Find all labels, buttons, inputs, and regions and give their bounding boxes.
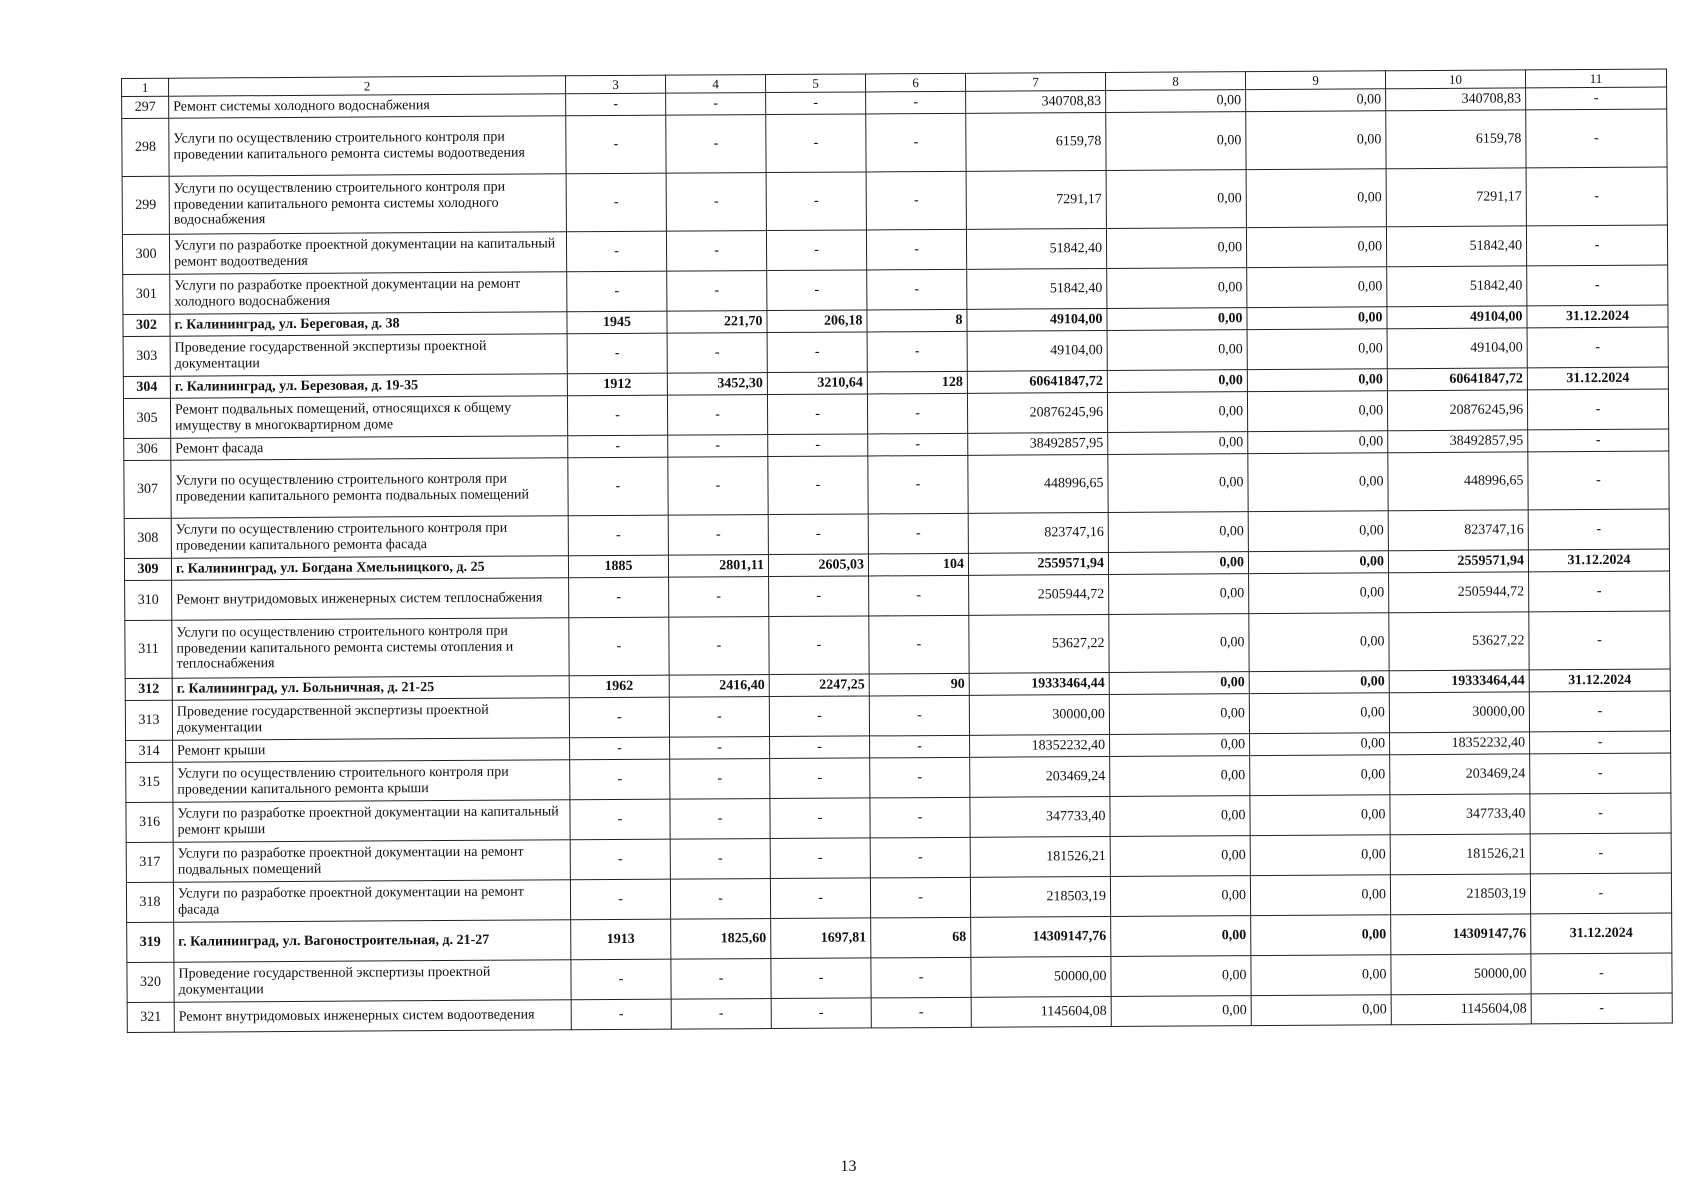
owner-funds-cell: 1145604,08	[1391, 994, 1531, 1025]
living-area-cell: -	[770, 878, 870, 919]
regional-funds-cell: 0,00	[1246, 111, 1386, 170]
item-name-cell: г. Калининград, ул. Береговая, д. 38	[170, 312, 567, 336]
deadline-cell: 31.12.2024	[1531, 913, 1672, 954]
total-cost-cell: 60641847,72	[967, 370, 1107, 393]
owner-funds-cell: 181526,21	[1390, 834, 1530, 875]
year-cell: -	[566, 173, 666, 232]
item-name-cell: Услуги по осуществлению строительного контроля при проведении капитального ремонта крыши	[173, 760, 570, 802]
year-cell: -	[570, 839, 670, 880]
residents-cell: -	[869, 695, 969, 736]
total-cost-cell: 38492857,95	[968, 432, 1108, 455]
living-area-cell: -	[768, 456, 868, 515]
total-cost-cell: 49104,00	[967, 308, 1107, 331]
year-cell: -	[570, 737, 670, 760]
regional-funds-cell: 0,00	[1251, 995, 1391, 1026]
federal-funds-cell: 0,00	[1107, 308, 1247, 331]
total-area-cell: 2801,11	[668, 555, 768, 578]
total-cost-cell: 340708,83	[966, 90, 1106, 113]
header-col-4: 4	[665, 75, 765, 94]
total-cost-cell: 20876245,96	[967, 392, 1107, 433]
deadline-cell: -	[1529, 691, 1670, 732]
item-name-cell: Ремонт фасада	[171, 436, 568, 460]
living-area-cell: -	[770, 838, 870, 879]
row-number-cell: 305	[123, 398, 170, 438]
row-number-cell: 318	[126, 882, 173, 922]
living-area-cell: 206,18	[767, 310, 867, 333]
federal-funds-cell: 0,00	[1107, 268, 1247, 309]
regional-funds-cell: 0,00	[1247, 267, 1387, 308]
total-area-cell: -	[670, 839, 770, 880]
total-cost-cell: 51842,40	[966, 228, 1106, 269]
total-area-cell: -	[670, 879, 770, 920]
federal-funds-cell: 0,00	[1111, 996, 1251, 1027]
total-cost-cell: 448996,65	[968, 454, 1108, 513]
total-cost-cell: 2505944,72	[969, 574, 1109, 615]
deadline-cell: 31.12.2024	[1529, 669, 1670, 692]
item-name-cell: Ремонт внутридомовых инженерных систем водоотведения	[174, 1000, 571, 1032]
year-cell: -	[570, 799, 670, 840]
item-name-cell: Проведение государственной экспертизы проектной документации	[170, 334, 567, 376]
year-cell: -	[571, 999, 671, 1030]
deadline-cell: -	[1529, 611, 1670, 670]
row-number-cell: 311	[125, 620, 172, 678]
living-area-cell: -	[767, 270, 867, 311]
row-number-cell: 307	[124, 460, 171, 518]
row-number-cell: 319	[127, 922, 174, 962]
table-row	[122, 109, 1667, 176]
regional-funds-cell: 0,00	[1249, 573, 1389, 614]
repair-program-table	[121, 69, 1673, 1033]
regional-funds-cell: 0,00	[1247, 329, 1387, 370]
total-area-cell: -	[669, 577, 769, 618]
regional-funds-cell: 0,00	[1246, 169, 1386, 228]
deadline-cell: -	[1528, 509, 1669, 550]
deadline-cell: -	[1530, 793, 1671, 834]
living-area-cell: -	[769, 696, 869, 737]
year-cell: -	[567, 271, 667, 312]
residents-cell: -	[867, 393, 967, 434]
regional-funds-cell: 0,00	[1249, 671, 1389, 694]
federal-funds-cell: 0,00	[1111, 956, 1251, 997]
year-cell: -	[569, 617, 669, 676]
owner-funds-cell: 49104,00	[1387, 306, 1527, 329]
header-col-6: 6	[865, 73, 965, 92]
owner-funds-cell: 14309147,76	[1391, 914, 1531, 955]
row-number-cell: 321	[127, 1002, 174, 1032]
row-number-cell: 309	[124, 558, 171, 580]
owner-funds-cell: 347733,40	[1390, 794, 1530, 835]
deadline-cell: -	[1531, 993, 1672, 1024]
year-cell: -	[571, 959, 671, 1000]
living-area-cell: -	[768, 434, 868, 457]
owner-funds-cell: 38492857,95	[1388, 430, 1528, 453]
table-row	[124, 451, 1669, 518]
year-cell: 1912	[567, 373, 667, 396]
total-area-cell: -	[670, 759, 770, 800]
deadline-cell: -	[1530, 873, 1671, 914]
total-area-cell: -	[670, 737, 770, 760]
living-area-cell: -	[769, 616, 869, 675]
residents-cell: 104	[868, 553, 968, 576]
residents-cell: -	[868, 455, 968, 514]
table-body	[122, 69, 1673, 1032]
residents-cell: -	[871, 997, 971, 1028]
total-area-cell: -	[669, 617, 769, 676]
living-area-cell: 3210,64	[767, 372, 867, 395]
row-number-cell: 301	[123, 274, 170, 314]
federal-funds-cell: 0,00	[1107, 330, 1247, 371]
deadline-cell: 31.12.2024	[1527, 367, 1668, 390]
item-name-cell: Услуги по разработке проектной документации на ремонт холодного водоснабжения	[170, 272, 567, 314]
residents-cell: -	[866, 113, 966, 172]
total-cost-cell: 53627,22	[969, 614, 1109, 673]
row-number-cell: 300	[122, 234, 169, 274]
year-cell: 1962	[569, 675, 669, 698]
row-number-cell: 310	[125, 580, 172, 620]
deadline-cell: -	[1528, 429, 1669, 452]
regional-funds-cell: 0,00	[1250, 733, 1390, 756]
federal-funds-cell: 0,00	[1107, 392, 1247, 433]
federal-funds-cell: 0,00	[1108, 512, 1248, 553]
regional-funds-cell: 0,00	[1248, 453, 1388, 512]
residents-cell: -	[870, 735, 970, 758]
row-number-cell: 313	[125, 700, 172, 740]
item-name-cell: г. Калининград, ул. Богдана Хмельницкого, д. 25	[171, 556, 568, 580]
regional-funds-cell: 0,00	[1250, 835, 1390, 876]
total-cost-cell: 49104,00	[967, 330, 1107, 371]
year-cell: -	[568, 435, 668, 458]
item-name-cell: Услуги по разработке проектной документации на капитальный ремонт крыши	[173, 800, 570, 842]
regional-funds-cell: 0,00	[1247, 369, 1387, 392]
federal-funds-cell: 0,00	[1106, 90, 1246, 113]
federal-funds-cell: 0,00	[1108, 432, 1248, 455]
owner-funds-cell: 2505944,72	[1389, 572, 1529, 613]
total-cost-cell: 50000,00	[971, 956, 1111, 997]
year-cell: -	[569, 697, 669, 738]
item-name-cell: Услуги по разработке проектной документации на ремонт фасада	[173, 880, 570, 922]
living-area-cell: -	[766, 230, 866, 271]
federal-funds-cell: 0,00	[1109, 672, 1249, 695]
deadline-cell: -	[1526, 109, 1667, 168]
owner-funds-cell: 340708,83	[1386, 88, 1526, 111]
owner-funds-cell: 218503,19	[1390, 874, 1530, 915]
table-row	[125, 611, 1670, 678]
total-cost-cell: 218503,19	[970, 876, 1110, 917]
deadline-cell: -	[1526, 225, 1667, 266]
regional-funds-cell: 0,00	[1247, 307, 1387, 330]
deadline-cell: 31.12.2024	[1528, 549, 1669, 572]
total-area-cell: -	[670, 799, 770, 840]
header-col-10: 10	[1385, 70, 1525, 89]
item-name-cell: Услуги по осуществлению строительного контроля при проведении капитального ремонта подвальных помещений	[171, 458, 568, 518]
deadline-cell: 31.12.2024	[1527, 305, 1668, 328]
item-name-cell: Ремонт внутридомовых инженерных систем теплоснабжения	[172, 578, 569, 620]
year-cell: -	[567, 333, 667, 374]
residents-cell: -	[870, 757, 970, 798]
owner-funds-cell: 2559571,94	[1388, 550, 1528, 573]
residents-cell: -	[870, 877, 970, 918]
deadline-cell: -	[1529, 571, 1670, 612]
year-cell: -	[570, 759, 670, 800]
total-area-cell: -	[666, 93, 766, 116]
item-name-cell: г. Калининград, ул. Больничная, д. 21-25	[172, 676, 569, 700]
regional-funds-cell: 0,00	[1250, 875, 1390, 916]
item-name-cell: Услуги по осуществлению строительного контроля при проведении капитального ремонта системы отопления и теплоснабжения	[172, 618, 569, 678]
residents-cell: -	[870, 837, 970, 878]
total-area-cell: -	[667, 395, 767, 436]
regional-funds-cell: 0,00	[1246, 89, 1386, 112]
year-cell: -	[568, 515, 668, 556]
total-area-cell: 2416,40	[669, 675, 769, 698]
total-area-cell: -	[671, 999, 771, 1030]
row-number-cell: 314	[126, 740, 173, 762]
total-cost-cell: 6159,78	[966, 112, 1106, 171]
row-number-cell: 320	[127, 962, 174, 1002]
row-number-cell: 302	[123, 314, 170, 336]
total-area-cell: -	[667, 333, 767, 374]
item-name-cell: Услуги по осуществлению строительного контроля при проведении капитального ремонта системы водоотведения	[169, 116, 566, 176]
deadline-cell: -	[1527, 389, 1668, 430]
regional-funds-cell: 0,00	[1248, 511, 1388, 552]
regional-funds-cell: 0,00	[1250, 755, 1390, 796]
residents-cell: -	[869, 575, 969, 616]
federal-funds-cell: 0,00	[1107, 370, 1247, 393]
living-area-cell: 2605,03	[768, 554, 868, 577]
federal-funds-cell: 0,00	[1110, 876, 1250, 917]
total-area-cell: -	[666, 173, 766, 232]
total-area-cell: -	[666, 231, 766, 272]
total-cost-cell: 203469,24	[970, 756, 1110, 797]
federal-funds-cell: 0,00	[1110, 796, 1250, 837]
total-cost-cell: 347733,40	[970, 796, 1110, 837]
header-col-8: 8	[1105, 72, 1245, 91]
living-area-cell: -	[767, 332, 867, 373]
header-col-2: 2	[169, 76, 566, 96]
total-area-cell: -	[668, 515, 768, 556]
row-number-cell: 312	[125, 678, 172, 700]
deadline-cell: -	[1527, 265, 1668, 306]
year-cell: -	[570, 879, 670, 920]
total-cost-cell: 51842,40	[967, 268, 1107, 309]
owner-funds-cell: 51842,40	[1386, 226, 1526, 267]
federal-funds-cell: 0,00	[1111, 916, 1251, 957]
owner-funds-cell: 51842,40	[1387, 266, 1527, 307]
page-number: 13	[840, 1158, 857, 1175]
total-cost-cell: 19333464,44	[969, 672, 1109, 695]
federal-funds-cell: 0,00	[1106, 170, 1246, 229]
item-name-cell: г. Калининград, ул. Вагоностроительная, д. 21-27	[174, 920, 571, 962]
total-cost-cell: 823747,16	[968, 512, 1108, 553]
living-area-cell: -	[771, 998, 871, 1029]
living-area-cell: -	[768, 514, 868, 555]
regional-funds-cell: 0,00	[1249, 613, 1389, 672]
total-area-cell: -	[668, 457, 768, 516]
item-name-cell: Проведение государственной экспертизы проектной документации	[174, 960, 571, 1002]
header-col-7: 7	[965, 72, 1105, 91]
item-name-cell: Проведение государственной экспертизы проектной документации	[172, 698, 569, 740]
federal-funds-cell: 0,00	[1109, 614, 1249, 673]
federal-funds-cell: 0,00	[1109, 574, 1249, 615]
regional-funds-cell: 0,00	[1248, 431, 1388, 454]
living-area-cell: -	[771, 958, 871, 999]
total-cost-cell: 14309147,76	[971, 916, 1111, 957]
total-area-cell: 221,70	[667, 311, 767, 334]
owner-funds-cell: 49104,00	[1387, 328, 1527, 369]
total-area-cell: -	[669, 697, 769, 738]
owner-funds-cell: 448996,65	[1388, 452, 1528, 511]
year-cell: -	[566, 115, 666, 174]
residents-cell: -	[871, 957, 971, 998]
owner-funds-cell: 6159,78	[1386, 110, 1526, 169]
regional-funds-cell: 0,00	[1246, 227, 1386, 268]
owner-funds-cell: 18352232,40	[1390, 732, 1530, 755]
item-name-cell: Услуги по осуществлению строительного контроля при проведении капитального ремонта фасада	[171, 516, 568, 558]
owner-funds-cell: 50000,00	[1391, 954, 1531, 995]
owner-funds-cell: 53627,22	[1389, 612, 1529, 671]
regional-funds-cell: 0,00	[1247, 391, 1387, 432]
item-name-cell: г. Калининград, ул. Березовая, д. 19-35	[170, 374, 567, 398]
residents-cell: -	[866, 229, 966, 270]
federal-funds-cell: 0,00	[1106, 228, 1246, 269]
federal-funds-cell: 0,00	[1110, 734, 1250, 757]
regional-funds-cell: 0,00	[1250, 795, 1390, 836]
residents-cell: 8	[867, 309, 967, 332]
residents-cell: -	[866, 171, 966, 230]
row-number-cell: 308	[124, 518, 171, 558]
year-cell: -	[568, 457, 668, 516]
header-col-3: 3	[565, 75, 665, 94]
deadline-cell: -	[1530, 833, 1671, 874]
federal-funds-cell: 0,00	[1106, 112, 1246, 171]
residents-cell: -	[867, 269, 967, 310]
federal-funds-cell: 0,00	[1109, 694, 1249, 735]
regional-funds-cell: 0,00	[1251, 915, 1391, 956]
owner-funds-cell: 20876245,96	[1387, 390, 1527, 431]
federal-funds-cell: 0,00	[1110, 836, 1250, 877]
deadline-cell: -	[1528, 451, 1669, 510]
item-name-cell: Ремонт крыши	[173, 738, 570, 762]
deadline-cell: -	[1531, 953, 1672, 994]
living-area-cell: -	[767, 394, 867, 435]
row-number-cell: 303	[123, 336, 170, 376]
table-row	[122, 167, 1667, 234]
total-area-cell: -	[668, 435, 768, 458]
year-cell: -	[566, 231, 666, 272]
residents-cell: 68	[871, 917, 971, 958]
living-area-cell: -	[770, 758, 870, 799]
deadline-cell: -	[1526, 87, 1667, 110]
total-area-cell: -	[666, 115, 766, 174]
total-area-cell: 1825,60	[671, 919, 771, 960]
row-number-cell: 299	[122, 176, 169, 234]
deadline-cell: -	[1527, 327, 1668, 368]
row-number-cell: 316	[126, 802, 173, 842]
year-cell: -	[569, 577, 669, 618]
residents-cell: -	[870, 797, 970, 838]
deadline-cell: -	[1530, 753, 1671, 794]
residents-cell: -	[866, 91, 966, 114]
total-cost-cell: 18352232,40	[970, 734, 1110, 757]
year-cell: 1885	[568, 555, 668, 578]
year-cell: -	[567, 395, 667, 436]
living-area-cell: -	[766, 92, 866, 115]
residents-cell: -	[867, 331, 967, 372]
total-cost-cell: 1145604,08	[971, 996, 1111, 1027]
row-number-cell: 298	[122, 118, 169, 176]
regional-funds-cell: 0,00	[1248, 551, 1388, 574]
item-name-cell: Услуги по разработке проектной документации на ремонт подвальных помещений	[173, 840, 570, 882]
total-cost-cell: 2559571,94	[968, 552, 1108, 575]
total-area-cell: -	[667, 271, 767, 312]
owner-funds-cell: 7291,17	[1386, 168, 1526, 227]
federal-funds-cell: 0,00	[1108, 552, 1248, 575]
item-name-cell: Услуги по разработке проектной документации на капитальный ремонт водоотведения	[169, 232, 566, 274]
owner-funds-cell: 60641847,72	[1387, 368, 1527, 391]
header-col-1: 1	[122, 78, 169, 96]
deadline-cell: -	[1530, 731, 1671, 754]
total-cost-cell: 30000,00	[969, 694, 1109, 735]
row-number-cell: 306	[124, 438, 171, 460]
owner-funds-cell: 30000,00	[1389, 692, 1529, 733]
residents-cell: -	[869, 615, 969, 674]
total-cost-cell: 7291,17	[966, 170, 1106, 229]
item-name-cell: Ремонт системы холодного водоснабжения	[169, 94, 566, 118]
owner-funds-cell: 19333464,44	[1389, 670, 1529, 693]
year-cell: -	[566, 93, 666, 116]
header-col-5: 5	[765, 74, 865, 93]
year-cell: 1913	[571, 919, 671, 960]
living-area-cell: -	[770, 798, 870, 839]
total-area-cell: 3452,30	[667, 373, 767, 396]
header-col-9: 9	[1245, 71, 1385, 90]
total-area-cell: -	[671, 959, 771, 1000]
deadline-cell: -	[1526, 167, 1667, 226]
row-number-cell: 304	[123, 376, 170, 398]
row-number-cell: 315	[126, 762, 173, 802]
federal-funds-cell: 0,00	[1110, 756, 1250, 797]
residents-cell: 90	[869, 673, 969, 696]
owner-funds-cell: 823747,16	[1388, 510, 1528, 551]
living-area-cell: 1697,81	[771, 918, 871, 959]
owner-funds-cell: 203469,24	[1390, 754, 1530, 795]
living-area-cell: -	[769, 576, 869, 617]
item-name-cell: Ремонт подвальных помещений, относящихся к общему имуществу в многоквартирном доме	[170, 396, 567, 438]
regional-funds-cell: 0,00	[1251, 955, 1391, 996]
residents-cell: -	[868, 433, 968, 456]
row-number-cell: 297	[122, 96, 169, 118]
living-area-cell: 2247,25	[769, 674, 869, 697]
residents-cell: 128	[867, 371, 967, 394]
residents-cell: -	[868, 513, 968, 554]
year-cell: 1945	[567, 311, 667, 334]
document-sheet	[121, 69, 1672, 1033]
regional-funds-cell: 0,00	[1249, 693, 1389, 734]
living-area-cell: -	[770, 736, 870, 759]
row-number-cell: 317	[126, 842, 173, 882]
item-name-cell: Услуги по осуществлению строительного контроля при проведении капитального ремонта системы холодного водоснабжения	[169, 174, 566, 234]
total-cost-cell: 181526,21	[970, 836, 1110, 877]
federal-funds-cell: 0,00	[1108, 454, 1248, 513]
living-area-cell: -	[766, 172, 866, 231]
header-col-11: 11	[1525, 69, 1666, 88]
living-area-cell: -	[766, 114, 866, 173]
